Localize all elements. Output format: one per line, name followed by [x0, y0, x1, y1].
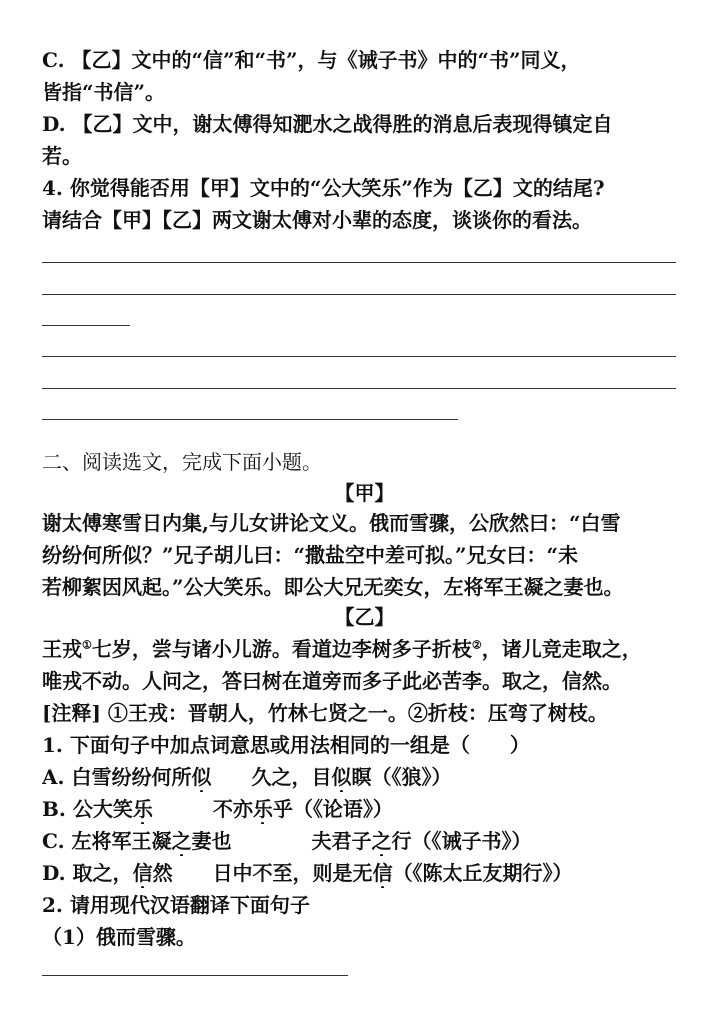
option-text: D. 取之， [42, 861, 133, 885]
dotted-word: 信 [133, 858, 153, 888]
answer-line[interactable] [42, 419, 458, 420]
dotted-word: 乐 [253, 794, 273, 824]
option-text: 然 [152, 861, 173, 885]
dotted-word: 似 [191, 762, 211, 792]
answer-line[interactable] [42, 356, 676, 357]
dotted-word: 乐 [133, 794, 153, 824]
dotted-word: 似 [331, 762, 351, 792]
passage-yi-title: 【乙】 [334, 605, 395, 629]
question-4-line-1: 4. 你觉得能否用【甲】文中的“公大笑乐”作为【乙】文的结尾? [42, 176, 605, 200]
passage-yi-line-1 [42, 634, 687, 664]
dotted-word: 之 [372, 826, 392, 856]
question-2: 2. 请用现代汉语翻译下面句子 [42, 893, 310, 917]
option-text: 夫君子 [311, 829, 372, 853]
question-1-option-a [42, 762, 687, 792]
answer-line[interactable] [42, 294, 676, 295]
passage-yi-text: 王戎 [42, 637, 82, 661]
passage-jia-line-3: 若柳絮因风起。”公大笑乐。即公大兄无奕女，左将军王凝之妻也。 [42, 575, 624, 599]
option-text: 行（《诫子书》） [391, 829, 532, 853]
option-text: B. 公大笑 [42, 797, 133, 821]
dotted-word: 之 [172, 826, 192, 856]
option-text: 妻也 [191, 829, 232, 853]
dotted-word: 信 [373, 858, 393, 888]
option-c-line-1: C. 【乙】文中的“信”和“书”，与《诫子书》中的“书”同义， [42, 48, 581, 72]
option-text: 瞑（《狼》） [351, 765, 452, 789]
option-text: （《陈太丘友期行》） [392, 861, 573, 885]
answer-line[interactable] [42, 975, 348, 976]
option-text: 日中不至，则是无 [212, 861, 373, 885]
answer-line[interactable] [42, 262, 676, 263]
option-c-line-2: 皆指“书信”。 [42, 80, 166, 104]
passage-jia-line-2: 纷纷何所似？”兄子胡儿曰：“撒盐空中差可拟。”兄女曰：“未 [42, 543, 579, 567]
footnote-marker: ① [82, 638, 92, 652]
question-4-line-2: 请结合【甲】【乙】两文谢太傅对小辈的态度，谈谈你的看法。 [42, 208, 592, 232]
passage-jia-title: 【甲】 [334, 481, 395, 505]
passage-yi-text: 七岁，尝与诸小儿游。看道边李树多子折枝 [91, 637, 472, 661]
option-d-line-2: 若。 [42, 144, 82, 168]
question-1-option-c [42, 826, 687, 856]
option-text: A. 白雪纷纷何所 [42, 765, 192, 789]
question-1-option-d [42, 858, 687, 888]
answer-line[interactable] [42, 388, 676, 389]
option-text: C. 左将军王凝 [42, 829, 172, 853]
footnote-marker: ② [471, 638, 482, 652]
section-heading: 二、阅读选文，完成下面小题。 [42, 450, 322, 474]
passage-jia-line-1: 谢太傅寒雪日内集,与儿女讲论文义。俄而雪骤，公欣然曰：“白雪 [42, 511, 621, 535]
answer-line[interactable] [42, 325, 130, 326]
option-text: 久之，目 [251, 765, 332, 789]
passage-yi-text: ，诸儿竞走取之， [481, 637, 642, 661]
question-1-option-b [42, 794, 687, 824]
passage-yi-line-2: 唯戎不动。人问之，答曰树在道旁而多子此必苦李。取之，信然。 [42, 669, 622, 693]
question-1: 1. 下面句子中加点词意思或用法相同的一组是（ ） [42, 733, 530, 757]
option-text: 乎（《论语》） [272, 797, 393, 821]
option-d-line-1: D. 【乙】文中，谢太傅得知淝水之战得胜的消息后表现得镇定自 [42, 112, 613, 136]
option-text: 不亦 [212, 797, 253, 821]
annotation-note: [注释] ①王戎：晋朝人，竹林七贤之一。②折枝：压弯了树枝。 [42, 701, 608, 725]
question-2-item-1: （1）俄而雪骤。 [42, 925, 196, 949]
